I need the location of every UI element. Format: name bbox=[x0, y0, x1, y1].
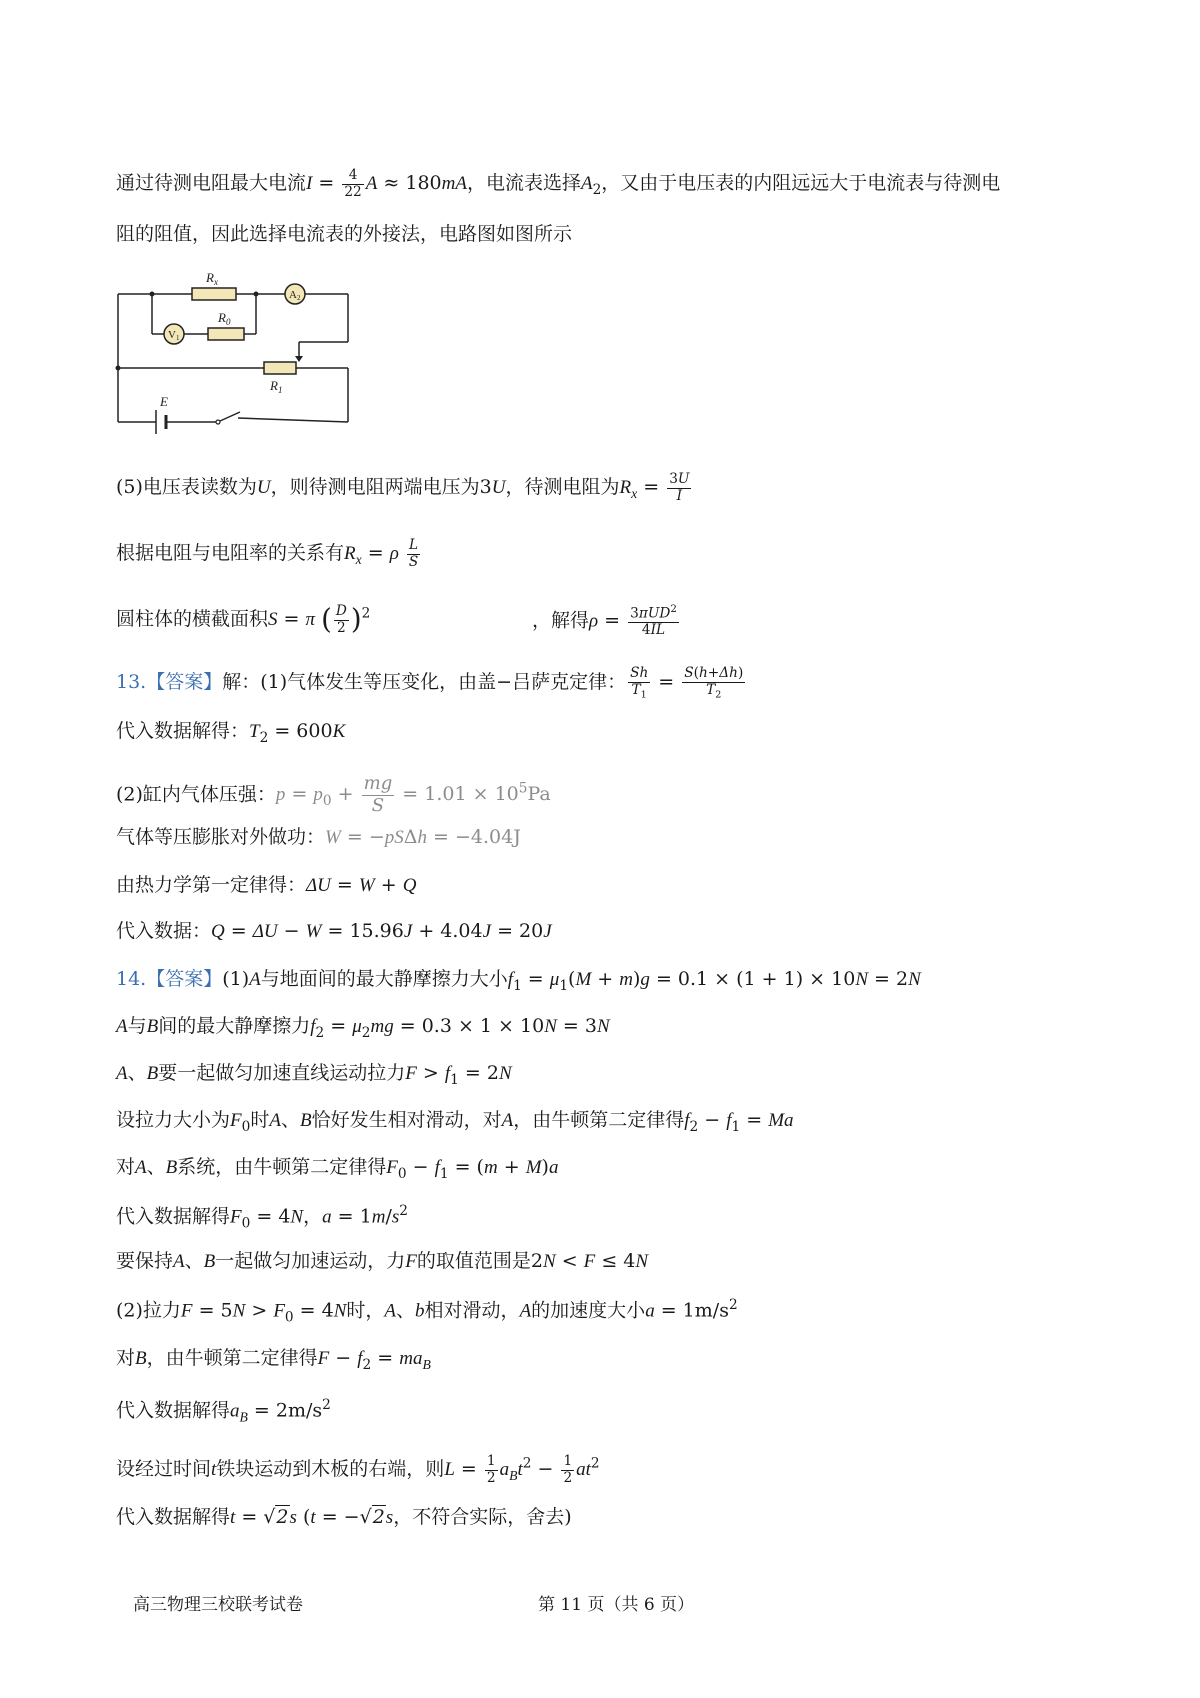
text-line-21: 代入数据解得$a_B = 2m/s^2$ bbox=[116, 1397, 331, 1425]
text-line-7: 代入数据解得：$T_2 = 600K$ bbox=[116, 720, 346, 746]
text-line-14: A、B要一起做匀加速直线运动拉力$F > f_1 = 2N$ bbox=[116, 1062, 512, 1088]
label-r0: $R_0$ bbox=[218, 310, 231, 327]
text-line-4: 根据电阻与电阻率的关系有$R_x = \rho$ $\frac{L}{S}$ bbox=[116, 537, 419, 570]
label-a2: A2 bbox=[289, 289, 301, 302]
text-line-18: 要保持A、B一起做匀加速运动，力F的取值范围是2N < F ≤ 4N bbox=[116, 1250, 649, 1272]
text-line-19: (2)拉力$F = 5N > F_0 = 4N$时，A、b相对滑动，A的加速度大小$a = 1m/s^2$ bbox=[116, 1297, 738, 1326]
text-line-15: 设拉力大小为$F_0$时A、B恰好发生相对滑动，对A，由牛顿第二定律得$f_2 - f_1 = Ma$ bbox=[116, 1109, 794, 1135]
label-v1: V1 bbox=[168, 329, 180, 342]
text-line-3: (5)电压表读数为U，则待测电阻两端电压为3U，待测电阻为$R_x$ = $\frac{3U}{I}$ bbox=[116, 471, 690, 504]
text-line-8: (2)缸内气体压强：$p = p_0$ + $\frac{mg}{S}$ = $1.01 \times 10^5Pa$ bbox=[116, 773, 551, 816]
text-line-10: 由热力学第一定律得：ΔU = W + Q bbox=[116, 874, 417, 896]
text-line-5-right: ，解得ρ = $\frac{3\pi UD^2}{4IL}$ bbox=[532, 603, 677, 639]
label-rx: $R_x$ bbox=[206, 270, 218, 287]
resistor-rx bbox=[192, 288, 236, 300]
text-line-2: 阻的阻值，因此选择电流表的外接法，电路图如图所示 bbox=[116, 223, 573, 245]
text-line-11: 代入数据：Q = ΔU − W = 15.96J + 4.04J = 20J bbox=[116, 920, 552, 942]
text-line-16: 对A、B系统，由牛顿第二定律得$F_0 - f_1 = (m + M)a$ bbox=[116, 1156, 559, 1182]
resistor-r0 bbox=[208, 328, 244, 340]
text-line-23: 代入数据解得t = √2s (t = −√2s，不符合实际，舍去) bbox=[116, 1506, 572, 1528]
text-line-5: 圆柱体的横截面积S = π ( $\frac{D}{2}$ )$^2$ bbox=[116, 603, 371, 636]
circuit-diagram bbox=[108, 262, 378, 442]
text-line-q14: 14.【答案】(1)A与地面间的最大静摩擦力大小$f_1 = \mu_1(M + m)g = 0.1 \times (1 + 1) \times 10N = 2N$ bbox=[116, 968, 921, 994]
text-line-q13: 13.【答案】解：(1)气体发生等压变化，由盖−吕萨克定律： $\frac{Sh}{T_1}$ = $\frac{S(h+\Delta h)}{T_2}$ bbox=[116, 665, 744, 701]
text-line-17: 代入数据解得$F_0 = 4N$，$a = 1m/s^2$ bbox=[116, 1203, 408, 1232]
slider-arrow bbox=[295, 356, 303, 362]
text-line-1: 通过待测电阻最大电流I = $\frac{4}{22}$ A ≈ 180mA，电流表选择$A_2$，又由于电压表的内阻远远大于电流表与待测电 bbox=[116, 167, 1001, 200]
label-r1: $R_1$ bbox=[270, 378, 283, 395]
footer-exam-title: 高三物理三校联考试卷 bbox=[133, 1595, 303, 1615]
footer-page-number: 第 11 页（共 6 页） bbox=[538, 1595, 695, 1615]
text-line-13: A与B间的最大静摩擦力$f_2 = \mu_2mg = 0.3 \times 1 \times 10N = 3N$ bbox=[116, 1015, 610, 1041]
label-e: E bbox=[160, 394, 168, 409]
text-line-22: 设经过时间t铁块运动到木板的右端，则L = $\frac{1}{2}$ $a_Bt^2$ − $\frac{1}{2}$ $at^2$ bbox=[116, 1453, 600, 1486]
text-line-20: 对B，由牛顿第二定律得$F - f_2 = ma_B$ bbox=[116, 1347, 431, 1373]
resistor-r1 bbox=[264, 362, 296, 374]
text-line-9: 气体等压膨胀对外做功：W = −pSΔh = −4.04J bbox=[116, 826, 521, 848]
